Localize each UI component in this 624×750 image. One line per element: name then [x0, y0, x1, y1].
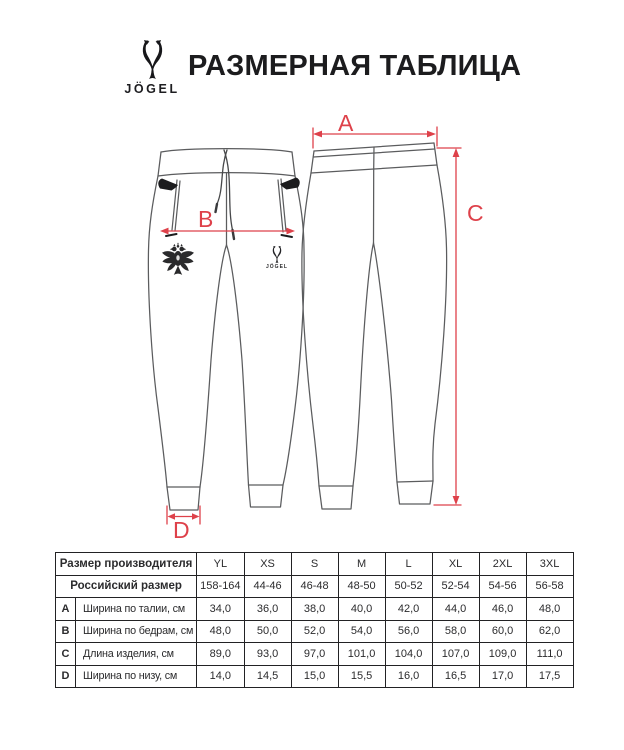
- measure-value: 60,0: [479, 620, 526, 643]
- measure-value: 109,0: [479, 643, 526, 666]
- measure-value: 44,0: [432, 598, 479, 621]
- size-column-header: XL: [432, 553, 479, 576]
- measure-parameter-name: Ширина по низу, см: [76, 665, 197, 688]
- measure-label-a: A: [338, 110, 354, 136]
- measure-value: 50,0: [244, 620, 291, 643]
- table-body: [56, 598, 574, 688]
- measure-arrow-d: [167, 506, 200, 543]
- measure-value: 15,0: [291, 665, 338, 688]
- measure-label-b: B: [198, 206, 214, 232]
- russian-size-label: Российский размер: [56, 575, 197, 598]
- back-left-cuff: [319, 486, 353, 509]
- russian-size-value: 48-50: [338, 575, 385, 598]
- back-body-outline: [302, 147, 447, 486]
- size-table: [55, 552, 574, 688]
- measure-value: 17,5: [526, 665, 573, 688]
- measure-parameter-name: Ширина по бедрам, см: [76, 620, 197, 643]
- russian-size-value: 44-46: [244, 575, 291, 598]
- table-row-manufacturer: [56, 553, 574, 576]
- front-left-cuff: [167, 487, 200, 510]
- drawstring: [216, 150, 235, 239]
- measure-value: 34,0: [197, 598, 244, 621]
- eagle-emblem: [162, 243, 194, 276]
- measure-row-A: [56, 598, 574, 621]
- size-column-header: 2XL: [479, 553, 526, 576]
- russian-size-value: 52-54: [432, 575, 479, 598]
- measure-letter: B: [56, 620, 76, 643]
- measure-value: 48,0: [197, 620, 244, 643]
- left-zip-pocket: [158, 179, 180, 237]
- measure-parameter-name: Ширина по талии, см: [76, 598, 197, 621]
- size-column-header: XS: [244, 553, 291, 576]
- pants-front-view: [148, 149, 304, 543]
- measure-letter: A: [56, 598, 76, 621]
- measure-arrow-a: [313, 110, 437, 148]
- measure-letter: C: [56, 643, 76, 666]
- measure-value: 101,0: [338, 643, 385, 666]
- pants-back-view: [302, 110, 484, 509]
- measure-value: 54,0: [338, 620, 385, 643]
- manufacturer-size-label: Размер производителя: [56, 553, 197, 576]
- measure-value: 17,0: [479, 665, 526, 688]
- jogel-garment-mark: [266, 246, 288, 270]
- measure-value: 16,5: [432, 665, 479, 688]
- measure-value: 111,0: [526, 643, 573, 666]
- size-column-header: YL: [197, 553, 244, 576]
- russian-size-value: 158-164: [197, 575, 244, 598]
- measure-value: 36,0: [244, 598, 291, 621]
- measure-value: 48,0: [526, 598, 573, 621]
- measure-parameter-name: Длина изделия, см: [76, 643, 197, 666]
- brand-logo: [116, 40, 188, 96]
- measure-value: 62,0: [526, 620, 573, 643]
- table-row-russian: [56, 575, 574, 598]
- measure-value: 52,0: [291, 620, 338, 643]
- jogel-logo-icon: [137, 40, 168, 81]
- measure-value: 42,0: [385, 598, 432, 621]
- front-right-cuff: [249, 485, 284, 507]
- page-title: РАЗМЕРНАЯ ТАБЛИЦА: [188, 50, 522, 82]
- russian-size-value: 50-52: [385, 575, 432, 598]
- measure-letter: D: [56, 665, 76, 688]
- measure-value: 46,0: [479, 598, 526, 621]
- front-body-outline: [148, 173, 304, 487]
- back-right-cuff: [397, 481, 433, 504]
- measure-value: 16,0: [385, 665, 432, 688]
- right-zip-pocket: [278, 178, 300, 238]
- size-column-header: M: [338, 553, 385, 576]
- measure-arrow-c: [434, 148, 484, 505]
- measure-value: 107,0: [432, 643, 479, 666]
- measure-row-D: [56, 665, 574, 688]
- measure-value: 97,0: [291, 643, 338, 666]
- measure-value: 14,5: [244, 665, 291, 688]
- measure-value: 58,0: [432, 620, 479, 643]
- russian-size-value: 46-48: [291, 575, 338, 598]
- measure-arrow-b: [160, 206, 295, 234]
- measure-value: 104,0: [385, 643, 432, 666]
- size-column-header: S: [291, 553, 338, 576]
- measure-label-c: C: [467, 200, 484, 226]
- measure-value: 15,5: [338, 665, 385, 688]
- size-column-header: L: [385, 553, 432, 576]
- measure-label-d: D: [173, 517, 190, 543]
- jogel-garment-wordmark: JÖGEL: [266, 264, 288, 270]
- measure-value: 40,0: [338, 598, 385, 621]
- measure-value: 14,0: [197, 665, 244, 688]
- size-column-header: 3XL: [526, 553, 573, 576]
- measure-row-C: [56, 643, 574, 666]
- brand-wordmark: JÖGEL: [124, 82, 180, 96]
- measure-value: 56,0: [385, 620, 432, 643]
- measure-value: 38,0: [291, 598, 338, 621]
- measure-row-B: [56, 620, 574, 643]
- measure-value: 89,0: [197, 643, 244, 666]
- russian-size-value: 54-56: [479, 575, 526, 598]
- russian-size-value: 56-58: [526, 575, 573, 598]
- measure-value: 93,0: [244, 643, 291, 666]
